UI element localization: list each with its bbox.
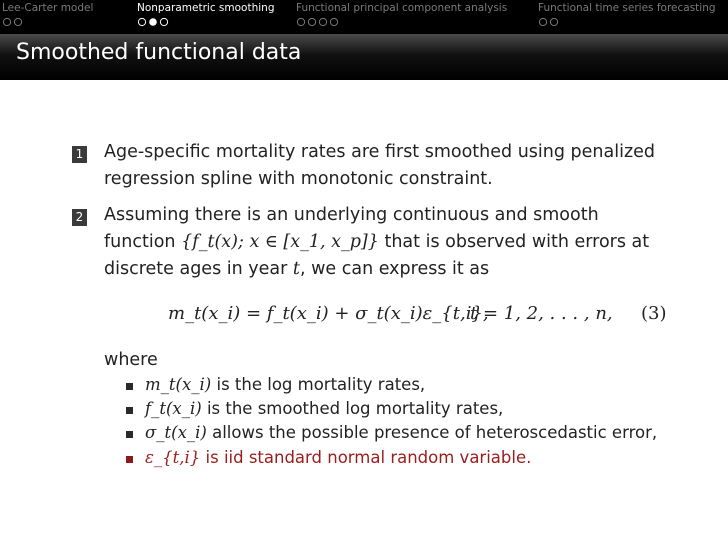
sub-bullet-2-math: f_t(x_i) — [145, 399, 202, 418]
nav-frame-dots-fpca[interactable] — [296, 17, 346, 27]
sub-bullet-1 — [145, 375, 425, 394]
bullet-square-1 — [126, 383, 133, 390]
sub-bullet-1-text: is the log mortality rates, — [216, 375, 426, 394]
sub-bullet-2 — [145, 399, 503, 418]
item-1-line-1: Age-specific mortality rates are first smoothed using penalized — [104, 142, 656, 162]
item-2-set-notation: {f_t(x); x ∈ [x_1, x_p]} — [181, 232, 379, 252]
sub-bullet-4-text: is iid standard normal random variable. — [205, 448, 532, 467]
sub-bullet-3 — [145, 423, 657, 442]
enum-number-1: 1 — [72, 146, 87, 163]
nav-frame-dots-lee-carter[interactable] — [2, 17, 32, 27]
nav-section-lee-carter[interactable]: Lee-Carter model — [2, 2, 94, 14]
nav-section-fpca[interactable]: Functional principal component analysis — [296, 2, 508, 14]
sub-bullet-3-math: σ_t(x_i) — [145, 423, 207, 442]
nav-frame-dots-forecasting[interactable] — [538, 17, 568, 27]
item-2-line-3-tail: , we can express it as — [299, 259, 490, 279]
item-2-line-2-text: function — [104, 232, 176, 252]
equation-number: (3) — [641, 303, 667, 324]
frame-title: Smoothed functional data — [16, 40, 302, 65]
sub-bullet-3-text: allows the possible presence of heteroscedastic error, — [212, 423, 658, 442]
item-1-line-2: regression spline with monotonic constraint. — [104, 169, 493, 189]
nav-frame-dots-smoothing[interactable] — [137, 17, 177, 27]
nav-section-forecasting[interactable]: Functional time series forecasting — [538, 2, 716, 14]
item-2-line-1: Assuming there is an underlying continuous and smooth — [104, 205, 599, 225]
where-label: where — [104, 350, 158, 370]
sub-bullet-1-math: m_t(x_i) — [145, 375, 212, 394]
item-2-line-2-tail: that is observed with errors at — [384, 232, 650, 252]
enum-number-2: 2 — [72, 209, 87, 226]
nav-section-nonparametric-smoothing[interactable]: Nonparametric smoothing — [137, 2, 275, 14]
sub-bullet-4-math: ε_{t,i} — [145, 448, 201, 467]
item-2-line-3-text: discrete ages in year — [104, 259, 288, 279]
bullet-square-4 — [126, 456, 133, 463]
item-2-line-2 — [104, 232, 649, 252]
equation-range: t = 1, 2, . . . , n, — [470, 303, 613, 324]
item-2-year-var: t — [292, 259, 300, 279]
bullet-square-2 — [126, 407, 133, 414]
sub-bullet-2-text: is the smoothed log mortality rates, — [206, 399, 504, 418]
sub-bullet-4 — [145, 448, 531, 467]
item-2-line-3 — [104, 259, 489, 279]
bullet-square-3 — [126, 431, 133, 438]
equation-main: m_t(x_i) = f_t(x_i) + σ_t(x_i)ε_{t,i}, — [168, 303, 489, 324]
section-navigation-bar — [0, 0, 728, 34]
